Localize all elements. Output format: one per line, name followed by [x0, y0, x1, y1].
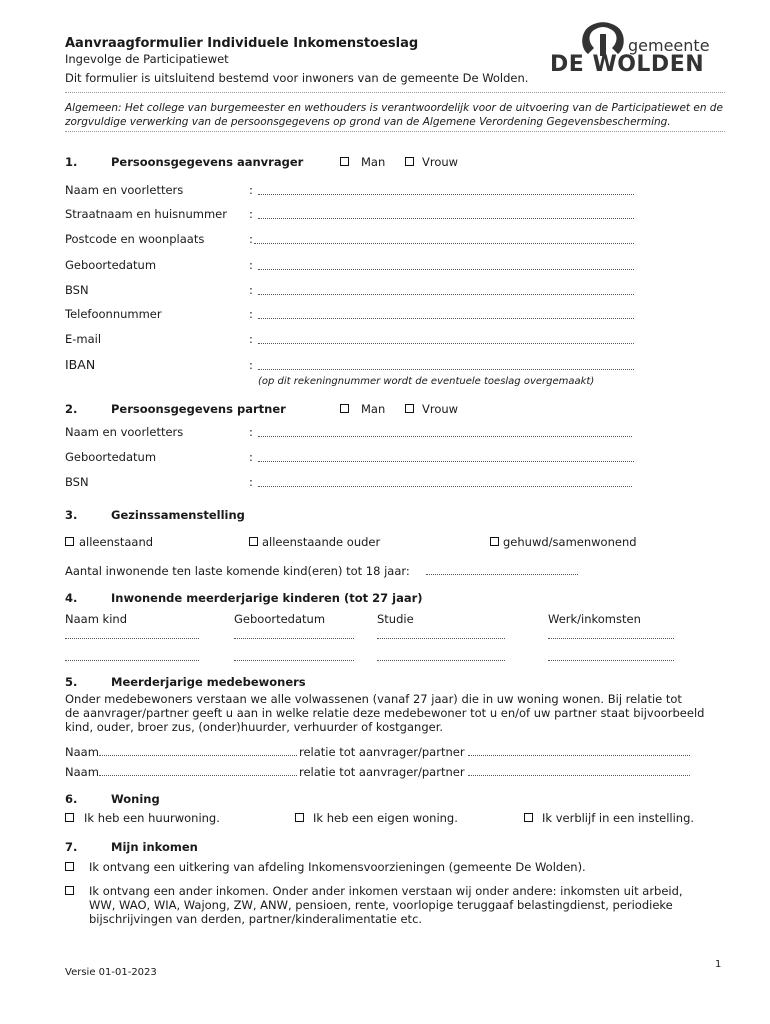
- s1-phone-field[interactable]: [258, 318, 634, 319]
- s5-number: 5.: [65, 675, 78, 689]
- s2-birthdate-label: Geboortedatum: [65, 450, 157, 464]
- s1-birthdate-label: Geboortedatum: [65, 258, 157, 272]
- s1-email-label: E-mail: [65, 332, 102, 346]
- s1-postcode-field[interactable]: [254, 243, 634, 244]
- logo-line1: gemeente: [628, 36, 710, 55]
- s1-bsn-label: BSN: [65, 283, 89, 297]
- s5-row2-naam-label: Naam: [65, 765, 99, 779]
- s1-phone-label: Telefoonnummer: [65, 307, 162, 321]
- s7-uitkering-checkbox[interactable]: [65, 862, 74, 871]
- s2-man-label: Man: [361, 402, 386, 416]
- general-line2: zorgvuldige verwerking van de persoonsgegevens op grond van de Algemene Verordening Gegevensbescherming.: [65, 116, 671, 128]
- s3-title: Gezinssamenstelling: [111, 508, 245, 522]
- s3-children-label: Aantal inwonende ten laste komende kind(eren) tot 18 jaar:: [65, 564, 410, 578]
- s7-number: 7.: [65, 840, 78, 854]
- s1-name-field[interactable]: [258, 194, 634, 195]
- colon: :: [249, 207, 253, 221]
- s1-birthdate-field[interactable]: [258, 269, 634, 270]
- s2-number: 2.: [65, 402, 78, 416]
- s1-man-label: Man: [361, 155, 386, 169]
- s3-children-field[interactable]: [426, 574, 578, 575]
- s6-eigen-woning-label: Ik heb een eigen woning.: [313, 811, 458, 825]
- s6-instelling-checkbox[interactable]: [524, 813, 533, 822]
- s6-title: Woning: [111, 792, 160, 806]
- s1-title: Persoonsgegevens aanvrager: [111, 155, 304, 169]
- s4-row2-studie-field[interactable]: [377, 660, 505, 661]
- s7-ander-inkomen-line2: WW, WAO, WIA, Wajong, ZW, ANW, pensioen, rente, voorlopige teruggaaf belastingdienst, periodieke: [89, 898, 673, 912]
- s5-row2-relatie-label: relatie tot aanvrager/partner: [299, 765, 465, 779]
- s7-ander-inkomen-line3: bijschrijvingen van derden, partner/kinderalimentatie etc.: [89, 912, 423, 926]
- s3-alleenstaand-checkbox[interactable]: [65, 537, 74, 546]
- form-subtitle: Ingevolge de Participatiewet: [65, 52, 229, 66]
- s4-row2-geboortedatum-field[interactable]: [234, 660, 354, 661]
- s2-man-checkbox[interactable]: [340, 404, 349, 413]
- form-intro: Dit formulier is uitsluitend bestemd voor inwoners van de gemeente De Wolden.: [65, 71, 529, 85]
- s1-iban-note: (op dit rekeningnummer wordt de eventuele toeslag overgemaakt): [258, 376, 595, 387]
- s5-text-line3: kind, ouder, broer zus, (onder)huurder, verhuurder of kostganger.: [65, 720, 444, 734]
- s4-row1-geboortedatum-field[interactable]: [234, 638, 354, 639]
- s3-gehuwd-label: gehuwd/samenwonend: [503, 535, 637, 549]
- s2-vrouw-checkbox[interactable]: [405, 404, 414, 413]
- s6-huurwoning-checkbox[interactable]: [65, 813, 74, 822]
- s5-text-line2: de aanvrager/partner geeft u aan in welke relatie deze medebewoner tot u en/of uw partner staat bijvoorbeeld: [65, 706, 705, 720]
- s6-instelling-label: Ik verblijf in een instelling.: [542, 811, 695, 825]
- s2-birthdate-field[interactable]: [258, 461, 634, 462]
- s1-name-label: Naam en voorletters: [65, 183, 184, 197]
- s1-iban-field[interactable]: [258, 369, 634, 370]
- s4-col-naam: Naam kind: [65, 612, 127, 626]
- s3-number: 3.: [65, 508, 78, 522]
- s1-vrouw-label: Vrouw: [422, 155, 459, 169]
- s5-text-line1: Onder medebewoners verstaan we alle volwassenen (vanaf 27 jaar) die in uw woning wonen. Bij relatie tot: [65, 692, 682, 706]
- s1-bsn-field[interactable]: [258, 294, 634, 295]
- s4-title: Inwonende meerderjarige kinderen (tot 27 jaar): [111, 591, 423, 605]
- divider-bottom: [65, 131, 725, 132]
- form-title: Aanvraagformulier Individuele Inkomenstoeslag: [65, 36, 419, 51]
- s1-vrouw-checkbox[interactable]: [405, 157, 414, 166]
- s1-man-checkbox[interactable]: [340, 157, 349, 166]
- s1-email-field[interactable]: [258, 343, 634, 344]
- s5-row2-relatie-field[interactable]: [468, 775, 690, 776]
- s3-alleenstaande-ouder-label: alleenstaande ouder: [262, 535, 381, 549]
- colon: :: [249, 332, 253, 346]
- s4-col-geboortedatum: Geboortedatum: [234, 612, 326, 626]
- s2-bsn-label: BSN: [65, 475, 89, 489]
- s2-title: Persoonsgegevens partner: [111, 402, 286, 416]
- version-label: Versie 01-01-2023: [65, 967, 157, 978]
- colon: :: [249, 450, 253, 464]
- s7-uitkering-label: Ik ontvang een uitkering van afdeling Inkomensvoorzieningen (gemeente De Wolden).: [89, 860, 586, 874]
- s4-row1-werk-field[interactable]: [548, 638, 674, 639]
- s4-col-studie: Studie: [377, 612, 414, 626]
- s7-ander-inkomen-line1: Ik ontvang een ander inkomen. Onder ander inkomen verstaan wij onder andere: inkomsten uit arbeid,: [89, 884, 683, 898]
- s1-postcode-label: Postcode en woonplaats: [65, 232, 205, 246]
- s2-vrouw-label: Vrouw: [422, 402, 459, 416]
- page-number: 1: [715, 959, 722, 970]
- logo-line2: DE WOLDEN: [550, 52, 705, 77]
- colon: :: [249, 183, 253, 197]
- s3-alleenstaand-label: alleenstaand: [79, 535, 154, 549]
- colon: :: [249, 283, 253, 297]
- municipality-logo: [548, 20, 718, 80]
- s2-name-label: Naam en voorletters: [65, 425, 184, 439]
- s6-number: 6.: [65, 792, 78, 806]
- s1-iban-label: IBAN: [65, 357, 96, 372]
- s3-alleenstaande-ouder-checkbox[interactable]: [249, 537, 258, 546]
- colon: :: [249, 258, 253, 272]
- s4-number: 4.: [65, 591, 78, 605]
- s1-number: 1.: [65, 155, 78, 169]
- s6-huurwoning-label: Ik heb een huurwoning.: [84, 811, 220, 825]
- s4-col-werk: Werk/inkomsten: [548, 612, 641, 626]
- colon: :: [249, 425, 253, 439]
- s5-row1-naam-field[interactable]: [99, 755, 297, 756]
- s1-street-field[interactable]: [258, 218, 634, 219]
- s5-title: Meerderjarige medebewoners: [111, 675, 306, 689]
- s5-row1-relatie-field[interactable]: [468, 755, 690, 756]
- s6-eigen-woning-checkbox[interactable]: [295, 813, 304, 822]
- divider-top: [65, 92, 725, 93]
- s4-row1-studie-field[interactable]: [377, 638, 505, 639]
- s2-name-field[interactable]: [258, 436, 632, 437]
- s7-title: Mijn inkomen: [111, 840, 198, 854]
- s4-row2-naam-field[interactable]: [65, 660, 199, 661]
- s1-street-label: Straatnaam en huisnummer: [65, 207, 227, 221]
- s2-bsn-field[interactable]: [258, 486, 632, 487]
- s7-ander-inkomen-checkbox[interactable]: [65, 886, 74, 895]
- s4-row1-naam-field[interactable]: [65, 638, 199, 639]
- colon: :: [249, 358, 253, 372]
- s5-row1-naam-label: Naam: [65, 745, 99, 759]
- s5-row1-relatie-label: relatie tot aanvrager/partner: [299, 745, 465, 759]
- s3-gehuwd-checkbox[interactable]: [490, 537, 499, 546]
- colon: :: [249, 232, 253, 246]
- colon: :: [249, 307, 253, 321]
- general-line1: Algemeen: Het college van burgemeester en wethouders is verantwoordelijk voor de uitvoering van de Participatiewet en de: [65, 102, 723, 114]
- s5-row2-naam-field[interactable]: [99, 775, 297, 776]
- s4-row2-werk-field[interactable]: [548, 660, 674, 661]
- colon: :: [249, 475, 253, 489]
